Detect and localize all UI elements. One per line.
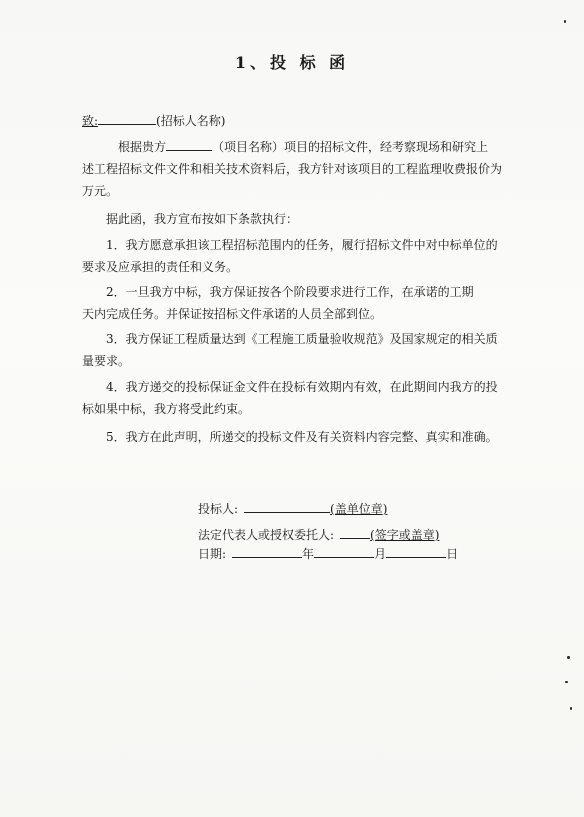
month-label: 月 [374, 547, 387, 561]
date-line [198, 545, 458, 562]
project-name-blank [166, 138, 212, 151]
clause-5-line-1: 5．我方在此声明，所递交的投标文件及有关资料内容完整、真实和准确。 [106, 430, 498, 444]
paragraph-1-line-2: 述工程招标文件文件和相关技术资料后，我方针对该项目的工程监理收费报价为 [82, 162, 503, 176]
scan-speck [570, 707, 572, 710]
paragraph-1-line-3: 万元。 [82, 184, 119, 198]
clause-4-line-1: 4．我方递交的投标保证金文件在投标有效期内有效，在此期间内我方的投 [106, 380, 498, 394]
rep-label: 法定代表人或授权委托人: [198, 528, 335, 542]
clause-3-line-2: 量要求。 [82, 354, 131, 368]
clause-1-line-1: 1．我方愿意承担该工程招标范围内的任务，履行招标文件中对中标单位的 [106, 238, 498, 252]
p1-text-a: 根据贵方 [118, 140, 167, 154]
to-prefix: 致: [82, 114, 99, 128]
bidder-label: 投标人: [198, 502, 239, 516]
paragraph-1-line-1 [118, 138, 488, 155]
to-suffix: (招标人名称) [156, 114, 226, 128]
year-blank [232, 545, 302, 558]
rep-blank [340, 526, 370, 539]
clause-3-line-1: 3．我方保证工程质量达到《工程施工质量验收规范》及国家规定的相关质 [106, 332, 498, 346]
bidder-line [198, 500, 387, 517]
scan-speck [565, 681, 568, 683]
addressee-blank [98, 112, 156, 125]
year-label: 年 [302, 547, 315, 561]
clause-1-line-2: 要求及应承担的责任和义务。 [82, 260, 239, 274]
rep-note: (签字或盖章) [370, 528, 440, 542]
scan-speck [567, 656, 570, 659]
day-label: 日 [446, 547, 459, 561]
bidder-blank [244, 500, 330, 513]
representative-line [198, 526, 439, 543]
page-title: 1、投 标 函 [234, 53, 350, 72]
clause-4-line-2: 标如果中标，我方将受此约束。 [82, 402, 251, 416]
day-blank [386, 545, 446, 558]
clause-2-line-2: 天内完成任务。并保证按招标文件承诺的人员全部到位。 [82, 307, 383, 321]
p1-text-b: （项目名称）项目的招标文件，经考察现场和研究上 [212, 140, 489, 154]
paragraph-2: 据此函，我方宣布按如下条款执行： [106, 212, 299, 226]
clause-2-line-1: 2．一旦我方中标，我方保证按各个阶段要求进行工作，在承诺的工期 [106, 285, 474, 299]
scan-speck [564, 20, 566, 23]
month-blank [314, 545, 374, 558]
bidder-note: (盖单位章) [330, 502, 388, 516]
date-label: 日期: [198, 547, 227, 561]
addressee-line [82, 112, 225, 129]
